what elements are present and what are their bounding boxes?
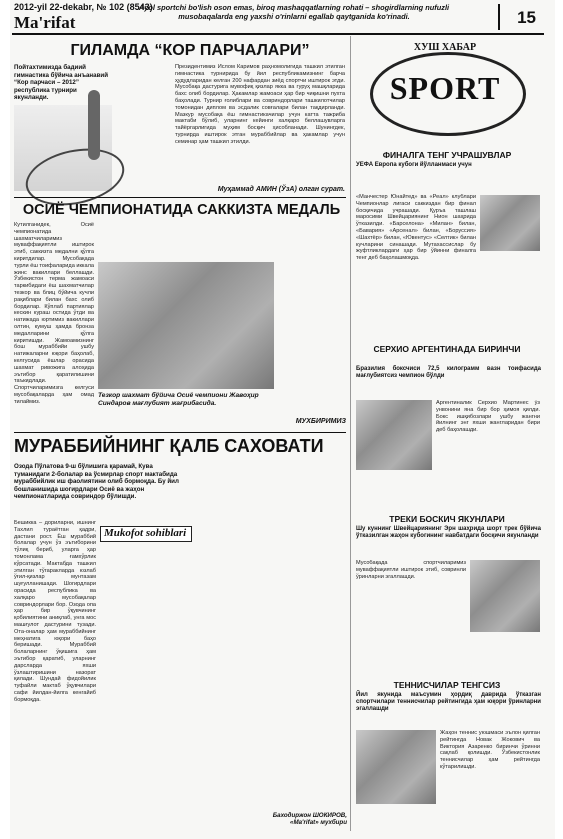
issue-date: 2012-yil 22-dekabr, № 102 (8543) (14, 2, 153, 12)
article3-body-col2 (100, 544, 188, 824)
article3-body-col3 (192, 463, 270, 823)
sport-logo (370, 42, 520, 137)
chess-photo (98, 262, 274, 389)
article3-body-col4 (274, 463, 346, 803)
article2-body: Кутилганидек, Осиё чемпионатида шахматчиларимиз муваффақиятли иштирок этиб, саккизта медални қўлга киритдилар. Мусобақада турли ёш тоифаларида иккала жинс вакиллари беллашди. Ўзбекистон терма жамоаси таркибидаги ёш шахматчилар тезкор ва блиц бўйича кучли рақиблари билан бахс олиб бордилар. Кўплаб партиялар кескин кураш остида ўтди ва натижада юртимиз вакиллари олтин, кумуш ҳамда бронза медалларини қўлга киритишди. Жамоамизнинг бош мураббийи ушбу натижаларни юқори баҳолаб, келгусида ёшлар орасида шахмат ривожига алоҳида эътибор қаратилишини таъкидлади. Спортчиларимизга келгуси мусобақаларда ҳам омад тилаймиз. (14, 222, 94, 405)
article3-lead: Озода Пўлатова 9-ш бўлишига қарамай, Кува туманидаги 2-болалар ва ўсмирлар спорт мактабида мураббийлик иш фаолиятини олиб бормоқда. Бу йил бошланишида шогирдлари Осиё ва жаҳон чемпионатларида совриндор бўлишди. (14, 463, 179, 501)
sidebar-divider (350, 36, 351, 831)
sidebar-s1-title: ФИНАЛГА ТЕНГ УЧРАШУВЛАР (382, 150, 512, 160)
page-number: 15 (517, 8, 536, 27)
newspaper-brand: Ma'rifat (14, 13, 76, 32)
sidebar-s2-title: СЕРХИО АРГЕНТИНАДА БИРИНЧИ (373, 344, 521, 354)
article1-rule (14, 197, 346, 198)
article3-title: МУРАББИЙНИНГ ҚАЛБ САХОВАТИ (14, 436, 324, 456)
article2-rule (14, 432, 346, 433)
article1-author: Муҳаммад АМИН (ЎзА) олган сурат. (217, 186, 345, 193)
sidebar-photo-4 (356, 730, 436, 804)
sidebar-photo-2 (356, 400, 432, 470)
article3-body: Бешикка – дориларни, ишнинг Тахлил тураётган қадри, дастани рост. Ёш мураббий болалар учун ўз эътиборини тўлиқ бериб, уларга ҳар томонлама ғамхўрлик кўрсатади. Мактабда ташкил этилган тўгаракларда юзлаб ўғил-қизлар мунтазам шуғулланишади. Шогирдлари орасида республика ва халқаро мусобақалар совриндорлари бор. Озода опа ҳар бир ўқувчининг қобилиятини аниқлаб, унга мос машғулот дастурини тузади. Ота-оналар ҳам мураббийнинг меҳнатига юқори баҳо беришади. Мураббий болаларнинг ўқишига ҳам эътибор қаратиб, уларнинг дарсларда яхши ўзлаштиришини назорат қилади. Шундай фидойилик туфайли мактаб ўқувчилари сафи йилдан-йилга кенгайиб бормоқда. (14, 520, 96, 703)
sidebar-s2-lead: Бразилия боксчиси 72,5 килограмм вазн тоифасида мағлубиятсиз чемпион бўлди (356, 366, 541, 380)
article1-title: ГИЛАМДА “КОР ПАРЧАЛАРИ” (70, 42, 310, 59)
sidebar-s1-lead: УЕФА Европа кубоги йўлланмаси учун (356, 162, 472, 168)
article2-caption: Тезкор шахмат бўйича Осиё чемпиони Жавоҳир Синдаров мағлубият жағрибасида. (98, 392, 259, 407)
article3-author: Баходиржон ШОКИРОВ, «Ma'rifat» мухбири (272, 812, 347, 826)
sidebar-photo-1 (480, 195, 540, 251)
article2-title: ОСИЁ ЧЕМПИОНАТИДА САККИЗТА МЕДАЛЬ (22, 202, 341, 218)
sidebar-s3-body: Мусобақада спортчиларимиз муваффақиятли иштирок этиб, совринли ўринларни эгаллашди. (356, 560, 466, 580)
sidebar-s3-lead: Шу куннинг Швейцариянинг Эрн шаҳрида шорт трек бўйича ўтказилган жаҳон кубогининг навбатдаги босқичи якунланди (356, 526, 541, 540)
article1-body: Президентимиз Ислом Каримов раҳномолигида ташкил этилган гимнастика турнирида бу йил республикамизнинг барча ҳудудларидан келган 200 нафардан зиёд спортчи иштирок этди. Мусобақа дастурига мувофиқ қизлар якка ва гуруҳ машқларида бахс олиб бордилар. Ҳакамлар жамоаси ҳар бир чиқишни пухта баҳолади. Турнир ғолиблари ва совриндорлари ташкилотчилар томонидан диплом ва эсдалик совғалари билан тақдирланди. Мазкур мусобақа ёш гимнастикачилар учун катта тажриба мактаби бўлиб, уларнинг кейинги халқаро беллашувларга тайёргарлигида муҳим босқич ҳисобланади. Шунингдек, турнирда иштирок этган мураббийлар ва ҳакамлар учун семинар ҳам ташкил этилди. (175, 64, 345, 145)
sidebar-s4-body: Жаҳон теннис уюшмаси эълон қилган рейтингда Новак Жокович ва Виктория Азаренко биринчи ўринни сақлаб қолишди. Ўзбекистонлик теннисчилар ҳам рейтингда кўтарилишди. (440, 730, 540, 770)
mukofot-box-title: Mukofot sohiblari (104, 527, 187, 539)
sidebar-s3-title: ТРЕКИ БОСКИЧ ЯКУНЛАРИ (389, 514, 505, 524)
sidebar-s1-body: «Манчестер Юнайтед» ва «Реал» клублари Чемпионлар лигаси саккиздан бир финал босқичида учрашади. Қуръа ташлаш маросими Швейцариянинг Нион шаҳрида ўтказилди. «Барселона» «Милан» билан, «Бавария» «Арсенал» билан, «Боруссия» «Шахтёр» билан, «Ювентус» «Селтик» билан кучларини синашади. Мутахассислар бу жуфтликлардаги ҳар бир ўйинни финалга тенг деб баҳолашмоқда. (356, 194, 476, 262)
article1-lead: Пойтахтимизда бадиий гимнастика бўйича анъанавий “Кор парчаси – 2012” республика турнири якунланди. (14, 64, 109, 102)
gymnast-body (88, 90, 100, 160)
sidebar-s4-title: ТЕННИСЧИЛАР ТЕНГСИЗ (393, 680, 501, 690)
sidebar-photo-3 (470, 560, 540, 632)
sport-logo-top: ХУШ ХАБАР (413, 42, 477, 53)
header-rule (12, 33, 544, 35)
sidebar-s2-body: Аргентиналик Серхио Мартинес ўз унвонини яна бир бор ҳимоя қилди. Бокс ишқибозлари ушбу жангни йилнинг энг яхши жангларидан бири деб баҳолашди. (436, 400, 540, 434)
article2-author: МУХБИРИМИЗ (295, 418, 346, 425)
header-slogan: Ayol sportchi bo'lish oson emas, biroq mashaqqatlarning rohati – shogirdlarning nufuzli musobaqalarda eng yaxshi o'rinlarni egallab qaytganida ko'rinadi. (138, 3, 450, 21)
sidebar-s4-lead: Йил якунида маъсумин ҳордиқ даврида ўтказган спортчилари теннисчилар рейтингида ҳам юқори ўринларни эгаллашди (356, 692, 541, 713)
article2-body-continued (280, 222, 346, 417)
sport-logo-word: SPORT (389, 70, 501, 106)
